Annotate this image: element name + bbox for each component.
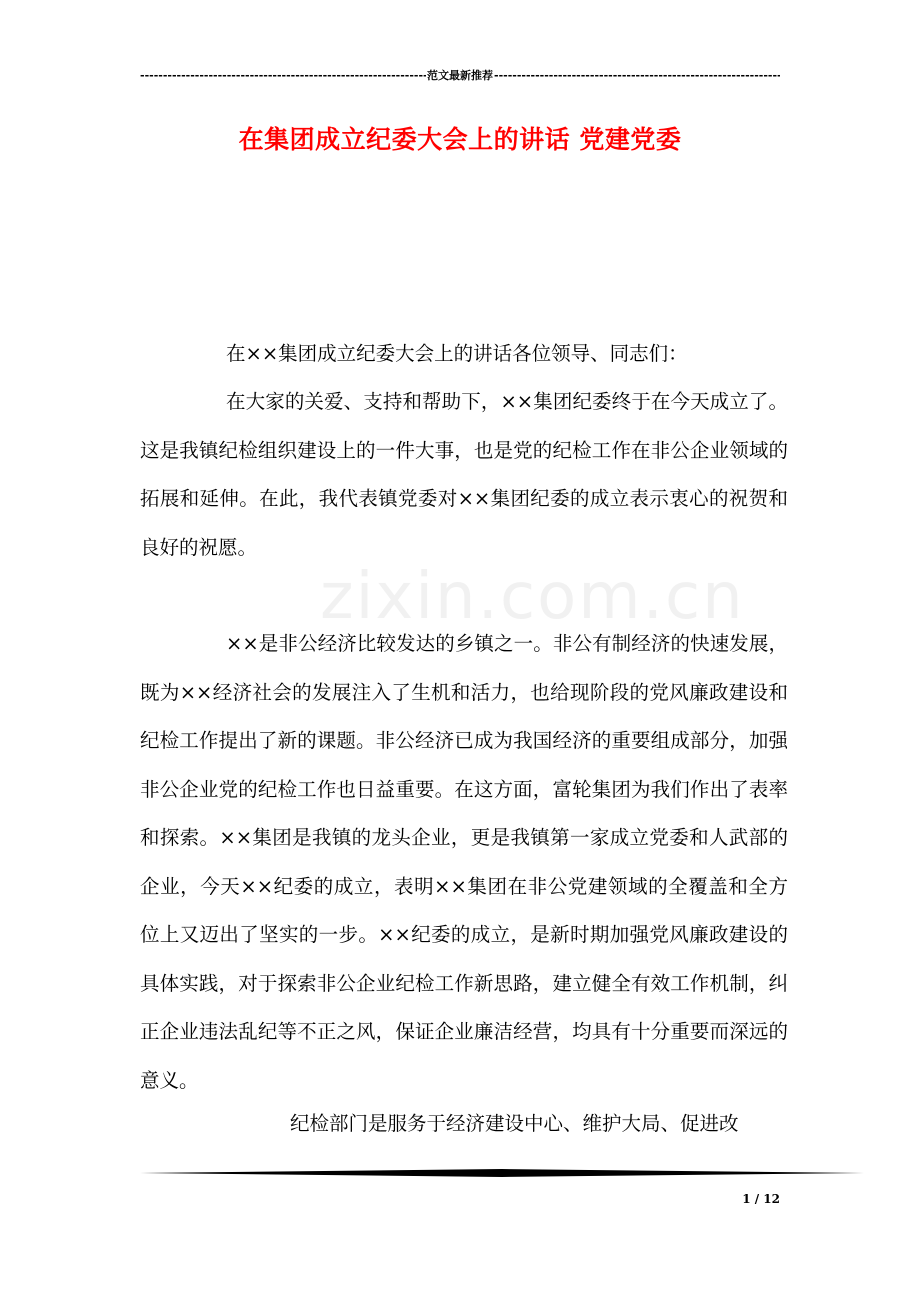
document-title: 在集团成立纪委大会上的讲话 党建党委 <box>238 125 682 154</box>
footer-rule <box>140 1168 864 1178</box>
page-number: 1 / 12 <box>742 1192 780 1206</box>
header-dash-right <box>494 68 780 84</box>
paragraph-salutation: 在××集团成立纪委大会上的讲话各位领导、同志们： <box>226 342 688 365</box>
paragraph-continued: 纪检部门是服务于经济建设中心、维护大局、促进改 <box>290 1112 739 1135</box>
header-dash-left <box>140 68 426 84</box>
watermark: zixin.com.cn <box>320 560 745 634</box>
page-header <box>140 68 780 84</box>
paragraph-background: ××是非公经济比较发达的乡镇之一。非公有制经济的快速发展，既为××经济社会的发展注入了生机和活力，也给现阶段的党风廉政建设和纪检工作提出了新的课题。非公经济已成为我国经济的重要组成部分，加强非公企业党的纪检工作也日益重要。在这方面，富轮集团为我们作出了表率和探索。××集团是我镇的龙头企业，更是我镇第一家成立党委和人武部的企业，今天××纪委的成立，表明××集团在非公党建领域的全覆盖和全方位上又迈出了坚实的一步。××纪委的成立，是新时期加强党风廉政建设的具体实践，对于探索非公企业纪检工作新思路，建立健全有效工作机制，纠正企业违法乱纪等不正之风，保证企业廉洁经营，均具有十分重要而深远的意义。 <box>140 632 788 1092</box>
paragraph-opening: 在大家的关爱、支持和帮助下，××集团纪委终于在今天成立了。这是我镇纪检组织建设上的一件大事，也是党的纪检工作在非公企业领域的拓展和延伸。在此，我代表镇党委对××集团纪委的成立表示衷心的祝贺和良好的祝愿。 <box>140 390 788 559</box>
header-label: 范文最新推荐 <box>427 69 493 82</box>
